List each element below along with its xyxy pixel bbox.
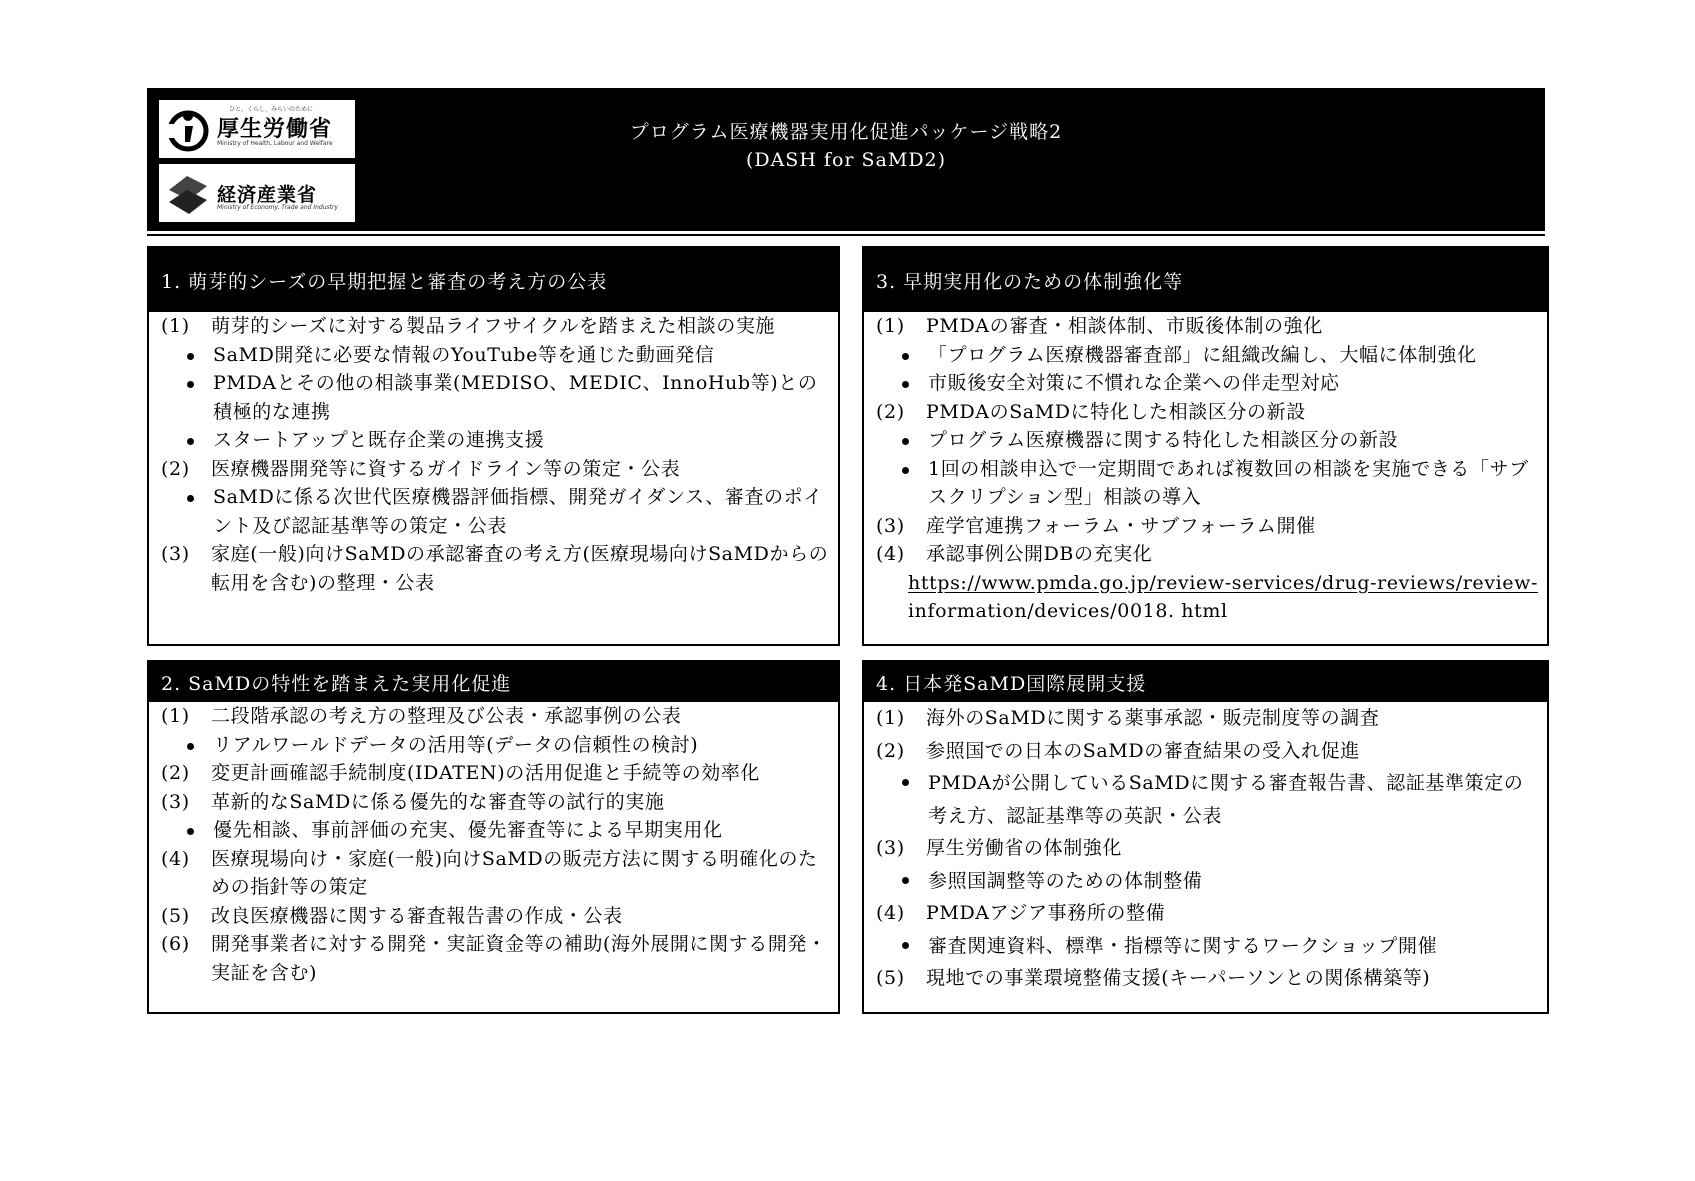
meti-name-en: Ministry of Economy, Trade and Industry	[217, 204, 339, 211]
item-number: (6)	[161, 933, 190, 955]
bullet-text: PMDAとその他の相談事業(MEDISO、MEDIC、InnoHub等)との積極的な連携	[213, 372, 818, 423]
list-item	[872, 897, 1539, 930]
bullet-item	[157, 816, 830, 845]
item-number: (1)	[161, 315, 190, 337]
list-item	[157, 702, 830, 731]
item-text: 変更計画確認手続制度(IDATEN)の活用促進と手続等の効率化	[211, 762, 761, 784]
bullet-dot-icon	[902, 353, 909, 360]
page-title	[147, 118, 1545, 174]
panel-system-strengthening	[862, 246, 1549, 646]
bullet-text: 優先相談、事前評価の充実、優先審査等による早期実用化	[213, 819, 723, 841]
item-number: (4)	[161, 847, 190, 870]
bullet-text: 「プログラム医療機器審査部」に組織改編し、大幅に体制強化	[928, 343, 1477, 366]
item-text: 改良医療機器に関する審査報告書の作成・公表	[211, 904, 623, 927]
bullet-item	[872, 865, 1539, 898]
item-number: (1)	[876, 707, 905, 729]
item-number: (3)	[876, 837, 905, 859]
mhlw-name-en: Ministry of Health, Labour and Welfare	[217, 140, 333, 147]
bullet-item	[872, 341, 1539, 370]
bullet-text: プログラム医療機器に関する特化した相談区分の新設	[928, 429, 1399, 451]
item-number: (5)	[161, 904, 190, 927]
bullet-item	[872, 369, 1539, 398]
bullet-item	[872, 767, 1539, 832]
item-text: 二段階承認の考え方の整理及び公表・承認事例の公表	[211, 705, 682, 727]
mhlw-name: 厚生労働省	[217, 117, 333, 142]
list-item	[872, 398, 1539, 427]
bullet-dot-icon	[902, 381, 909, 388]
item-text: 承認事例公開DBの充実化	[926, 543, 1153, 565]
bullet-item	[872, 455, 1539, 512]
list-item	[157, 845, 830, 902]
item-text: 医療機器開発等に資するガイドライン等の策定・公表	[211, 457, 681, 480]
bullet-item	[157, 731, 830, 760]
bullet-text: SaMDに係る次世代医療機器評価指標、開発ガイダンス、審査のポイント及び認証基準等の策定・公表	[213, 486, 823, 537]
panel-samd-practical	[147, 660, 840, 1014]
list-item	[872, 540, 1539, 569]
bullet-text: 参照国調整等のための体制整備	[928, 869, 1203, 892]
item-text: 医療現場向け・家庭(一般)向けSaMDの販売方法に関する明確化のための指針等の策定	[211, 847, 818, 898]
bullet-text: スタートアップと既存企業の連携支援	[213, 429, 545, 451]
panel-body	[149, 312, 838, 597]
meti-emblem-icon	[163, 168, 213, 218]
list-item	[157, 540, 830, 597]
panel-body	[864, 702, 1547, 995]
item-number: (2)	[876, 739, 905, 762]
list-item	[157, 930, 830, 987]
item-text: 家庭(一般)向けSaMDの承認審査の考え方(医療現場向けSaMDからの転用を含む)の整理・公表	[211, 543, 829, 594]
item-text: 革新的なSaMDに係る優先的な審査等の試行的実施	[211, 790, 665, 813]
bullet-dot-icon	[902, 467, 909, 474]
panel-body	[864, 312, 1547, 626]
bullet-text: 審査関連資料、標準・指標等に関するワークショップ開催	[928, 934, 1438, 957]
panel-title: 3. 早期実用化のための体制強化等	[864, 248, 1547, 312]
item-number: (3)	[161, 790, 190, 813]
item-number: (1)	[161, 705, 190, 727]
bullet-item	[157, 483, 830, 540]
item-text: PMDAの審査・相談体制、市販後体制の強化	[926, 315, 1323, 337]
db-url-link[interactable]: https://www.pmda.go.jp/review-services/drug-reviews/review-	[908, 571, 1538, 594]
item-text: 参照国での日本のSaMDの審査結果の受入れ促進	[926, 739, 1360, 762]
bullet-dot-icon	[187, 495, 194, 502]
item-number: (2)	[876, 400, 905, 423]
item-number: (4)	[876, 543, 905, 565]
panel-early-seeds	[147, 246, 840, 646]
item-number: (1)	[876, 315, 905, 337]
header-banner	[147, 88, 1545, 234]
db-url-link-cont[interactable]: information/devices/0018. html	[908, 600, 1228, 622]
item-text: 産学官連携フォーラム・サブフォーラム開催	[926, 514, 1316, 537]
bullet-dot-icon	[187, 438, 194, 445]
item-number: (2)	[161, 457, 190, 480]
bullet-dot-icon	[187, 828, 194, 835]
bullet-dot-icon	[187, 743, 194, 750]
item-number: (3)	[876, 514, 905, 537]
panel-body	[149, 702, 838, 987]
panel-title: 2. SaMDの特性を踏まえた実用化促進	[149, 662, 838, 702]
bullet-dot-icon	[902, 942, 909, 949]
panel-international	[862, 660, 1549, 1014]
page-title-line2: (DASH for SaMD2)	[745, 149, 947, 171]
bullet-dot-icon	[902, 438, 909, 445]
list-item	[872, 512, 1539, 541]
list-item	[872, 962, 1539, 995]
bullet-dot-icon	[187, 353, 194, 360]
item-number: (2)	[161, 762, 190, 784]
item-text: 萌芽的シーズに対する製品ライフサイクルを踏まえた相談の実施	[211, 315, 776, 337]
panel-list	[872, 312, 1539, 569]
bullet-item	[872, 930, 1539, 963]
meti-name: 経済産業省	[217, 184, 318, 206]
item-number: (3)	[161, 543, 190, 565]
list-item	[157, 759, 830, 788]
list-item	[157, 902, 830, 931]
item-text: 現地での事業環境整備支援(キーパーソンとの関係構築等)	[926, 967, 1431, 989]
panel-title: 1. 萌芽的シーズの早期把握と審査の考え方の公表	[149, 248, 838, 312]
list-item	[872, 702, 1539, 735]
item-number: (4)	[876, 902, 905, 924]
item-text: PMDAのSaMDに特化した相談区分の新設	[926, 400, 1306, 423]
bullet-item	[157, 341, 830, 370]
bullet-dot-icon	[902, 877, 909, 884]
list-item	[872, 735, 1539, 768]
list-item	[872, 832, 1539, 865]
bullet-dot-icon	[187, 381, 194, 388]
page-title-line1: プログラム医療機器実用化促進パッケージ戦略2	[629, 121, 1063, 143]
mhlw-tagline: ひと、くらし、みらいのために	[229, 106, 314, 113]
list-item	[872, 312, 1539, 341]
bullet-dot-icon	[902, 779, 909, 786]
bullet-item	[157, 426, 830, 455]
list-item	[157, 455, 830, 484]
bullet-text: PMDAが公開しているSaMDに関する審査報告書、認証基準策定の考え方、認証基準等の英訳・公表	[928, 772, 1524, 827]
item-text: 開発事業者に対する開発・実証資金等の補助(海外展開に関する開発・実証を含む)	[211, 933, 827, 984]
bullet-text: 市販後安全対策に不慣れな企業への伴走型対応	[928, 372, 1340, 394]
item-text: 海外のSaMDに関する薬事承認・販売制度等の調査	[926, 707, 1380, 729]
item-text: PMDAアジア事務所の整備	[926, 902, 1166, 924]
list-item	[157, 312, 830, 341]
item-number: (5)	[876, 967, 905, 989]
bullet-text: リアルワールドデータの活用等(データの信頼性の検討)	[213, 733, 699, 756]
item-text: 厚生労働省の体制強化	[926, 837, 1123, 859]
bullet-text: SaMD開発に必要な情報のYouTube等を通じた動画発信	[213, 343, 715, 366]
bullet-item	[872, 426, 1539, 455]
panel-title: 4. 日本発SaMD国際展開支援	[864, 662, 1547, 702]
bullet-item	[157, 369, 830, 426]
list-item	[157, 788, 830, 817]
bullet-text: 1回の相談申込で一定期間であれば複数回の相談を実施できる「サブスクリプション型」相談の導入	[928, 457, 1529, 508]
